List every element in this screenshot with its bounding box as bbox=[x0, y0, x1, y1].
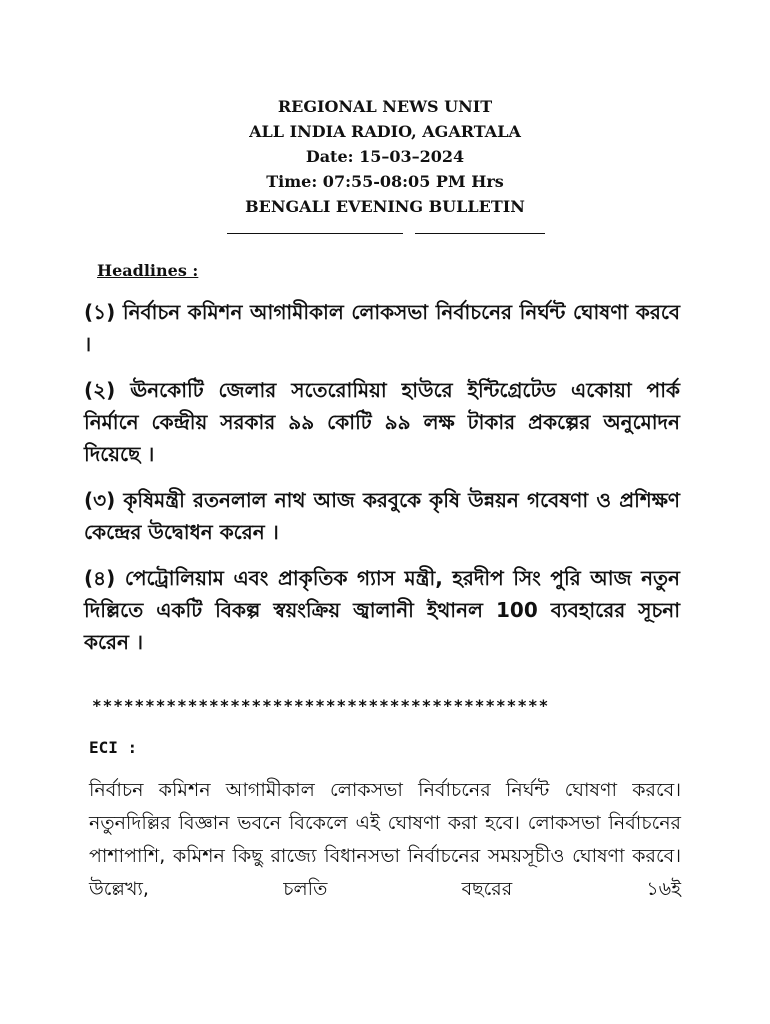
header-bulletin-name: BENGALI EVENING BULLETIN bbox=[245, 197, 525, 216]
header-unit: REGIONAL NEWS UNIT bbox=[277, 97, 493, 116]
headline-item: (৩) কৃষিমন্ত্রী রতনলাল নাথ আজ করবুকে কৃষি উন্নয়ন গবেষণা ও প্রশিক্ষণ কেন্দ্রের উদ্বোধন করেন । bbox=[84, 488, 680, 544]
divider-line-left bbox=[227, 233, 403, 234]
separator-line: ******************************************* bbox=[92, 696, 550, 715]
header-station: ALL INDIA RADIO, AGARTALA bbox=[249, 122, 521, 141]
headline-item: (২) ঊনকোটি জেলার সতেরোমিয়া হাউরে ইন্টিগ্রেটেড একোয়া পার্ক নির্মানে কেন্দ্রীয় সরকার ৯৯ কোটি ৯৯ লক্ষ টাকার প্রকল্পের অনুমোদন দিয়েছে । bbox=[84, 378, 680, 466]
bulletin-header bbox=[0, 94, 770, 219]
headlines-label: Headlines : bbox=[97, 261, 199, 280]
divider-line-right bbox=[415, 233, 545, 234]
headline-item: (৪) পেট্রোলিয়াম এবং প্রাকৃতিক গ্যাস মন্ত্রী, হরদীপ সিং পুরি আজ নতুন দিল্লিতে একটি বিকল্প স্বয়ংক্রিয় জ্বালানী ইথানল 100 ব্যবহারের সূচনা করেন । bbox=[84, 566, 680, 654]
header-time: Time: 07:55-08:05 PM Hrs bbox=[266, 172, 504, 191]
header-divider bbox=[227, 233, 547, 235]
headline-item: (১) নির্বাচন কমিশন আগামীকাল লোকসভা নির্বাচনের নির্ঘন্ট ঘোষণা করবে । bbox=[84, 300, 680, 356]
section-label: ECI : bbox=[89, 738, 138, 757]
header-date: Date: 15–03–2024 bbox=[305, 147, 465, 166]
news-body-paragraph: নির্বাচন কমিশন আগামীকাল লোকসভা নির্বাচনের নির্ঘন্ট ঘোষণা করবে। নতুনদিল্লির বিজ্ঞান ভবনে বিকেলে এই ঘোষণা করা হবে। লোকসভা নির্বাচনের পাশাপাশি, কমিশন কিছু রাজ্যে বিধানসভা নির্বাচনের সময়সূচীও ঘোষণা করবে। উল্লেখ্য, চলতি বছরের ১৬ই bbox=[89, 779, 681, 900]
